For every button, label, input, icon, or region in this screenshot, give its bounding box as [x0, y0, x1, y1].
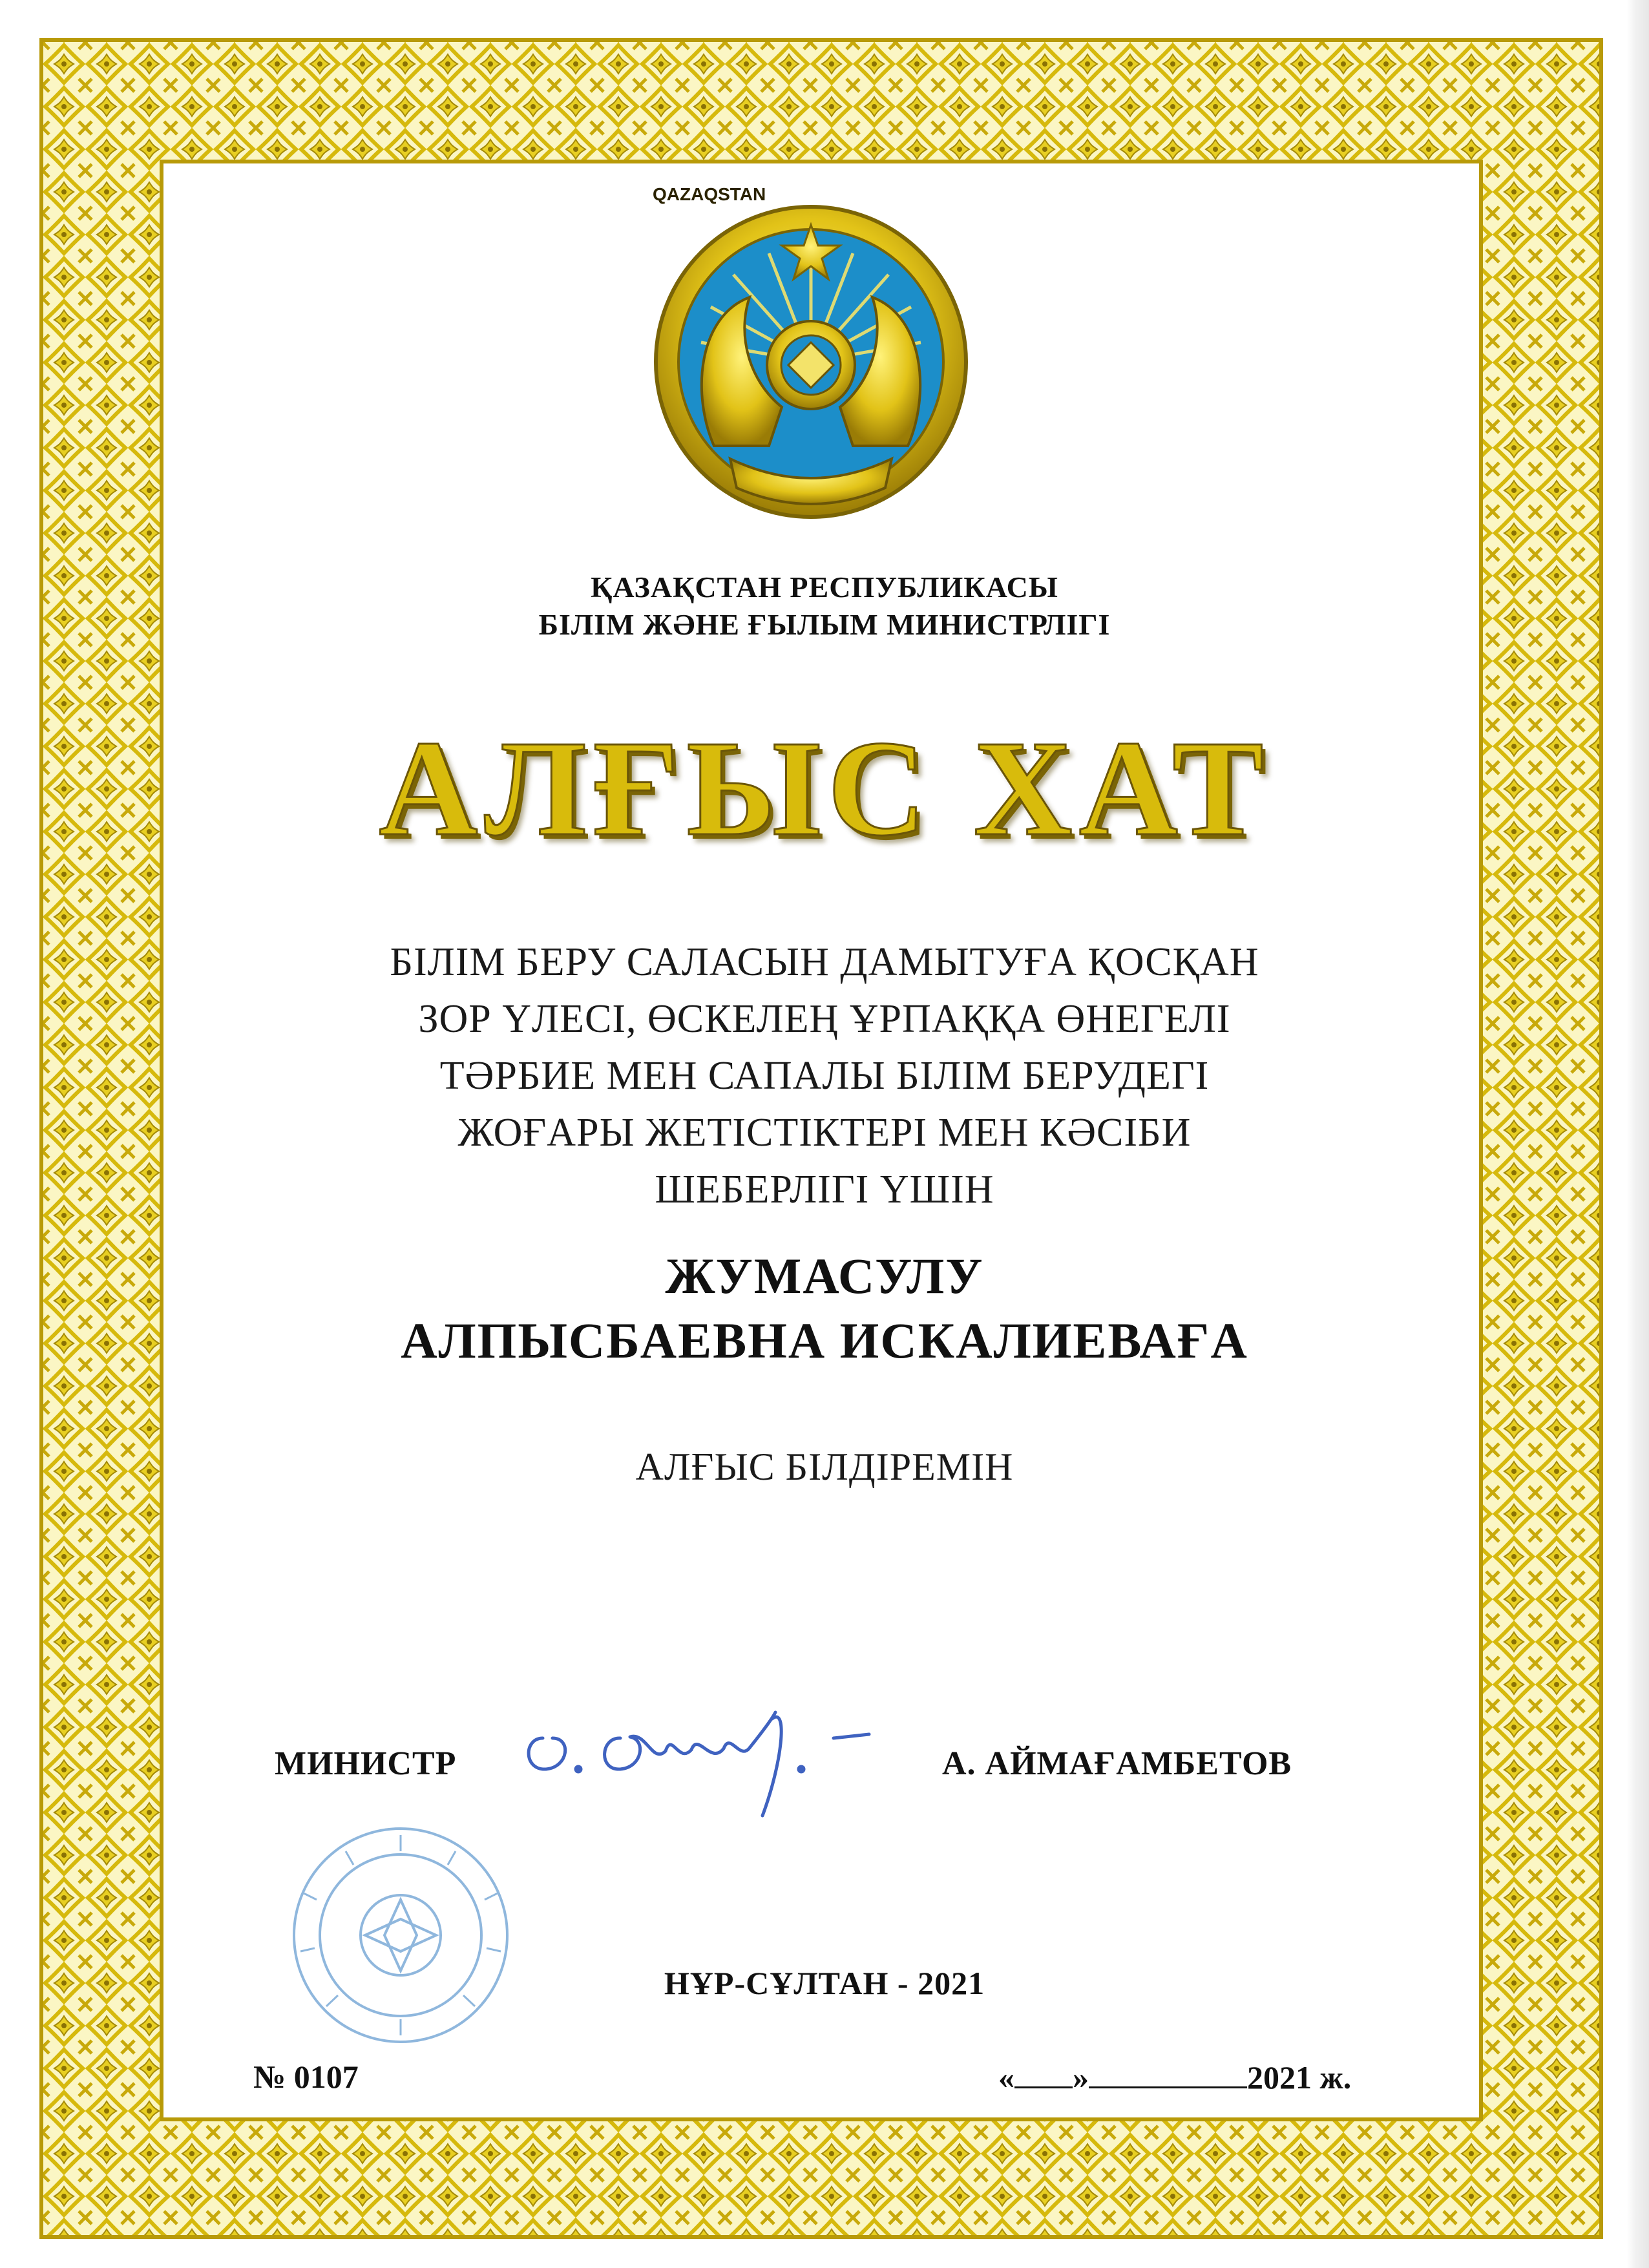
position-label: МИНИСТР — [275, 1745, 457, 1782]
reason-text — [0, 934, 1649, 1218]
signatory-name: А. АЙМАҒАМБЕТОВ — [942, 1745, 1292, 1782]
date-open-quote: « — [998, 2059, 1014, 2095]
recipient-patronymic-surname: АЛПЫСБАЕВНА ИСКАЛИЕВАҒА — [401, 1312, 1248, 1369]
reason-line: ШЕБЕРЛІГІ ҮШІН — [655, 1168, 994, 1212]
date-year-suffix: 2021 ж. — [1247, 2059, 1352, 2095]
official-stamp — [288, 1822, 514, 2048]
certificate-number: № 0107 — [253, 2059, 359, 2095]
date-day-blank — [1014, 2058, 1073, 2088]
recipient-first-name: ЖУМАСУЛУ — [665, 1248, 984, 1304]
thanks-statement: АЛҒЫС БІЛДІРЕМІН — [635, 1445, 1014, 1488]
svg-text:QAZAQSTAN: QAZAQSTAN — [653, 184, 766, 204]
ministry-line-1: ҚАЗАҚСТАН РЕСПУБЛИКАСЫ — [591, 571, 1058, 604]
ministry-line-2: БІЛІМ ЖӘНЕ ҒЫЛЫМ МИНИСТРЛІГІ — [538, 608, 1111, 641]
issue-date — [998, 2058, 1351, 2096]
city-year: НҰР-СҰЛТАН - 2021 — [664, 1965, 985, 2001]
reason-line: ЖОҒАРЫ ЖЕТІСТІКТЕРІ МЕН КӘСІБИ — [457, 1111, 1192, 1155]
certificate-title: АЛҒЫС ХАТ — [379, 712, 1270, 864]
handwritten-signature — [517, 1693, 918, 1822]
ministry-heading — [0, 569, 1649, 644]
state-emblem — [653, 184, 969, 536]
date-close-quote: » — [1073, 2059, 1089, 2095]
recipient-name — [0, 1244, 1649, 1373]
reason-line: ЗОР ҮЛЕСІ, ӨСКЕЛЕҢ ҰРПАҚҚА ӨНЕГЕЛІ — [418, 997, 1231, 1041]
reason-line: БІЛІМ БЕРУ САЛАСЫН ДАМЫТУҒА ҚОСҚАН — [390, 940, 1259, 984]
reason-line: ТӘРБИЕ МЕН САПАЛЫ БІЛІМ БЕРУДЕГІ — [439, 1054, 1210, 1098]
date-month-blank — [1089, 2058, 1247, 2088]
